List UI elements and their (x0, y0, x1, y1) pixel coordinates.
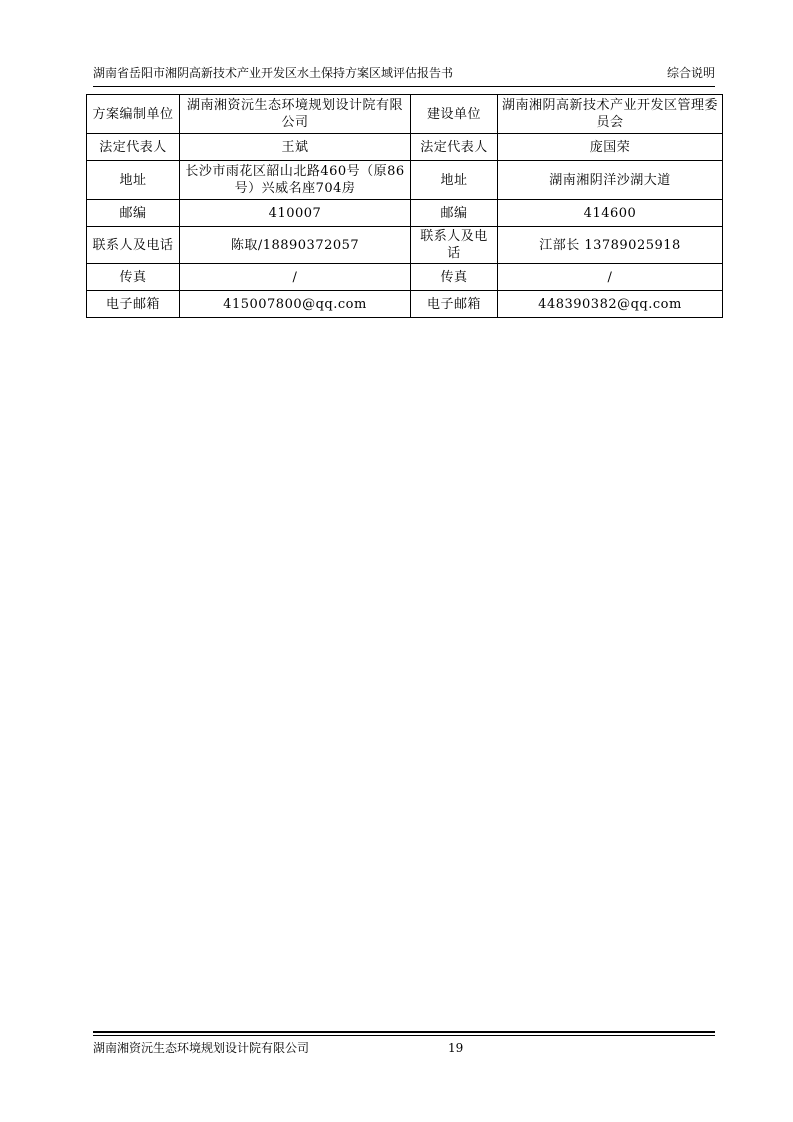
table-cell: 法定代表人 (411, 134, 498, 161)
table-cell: 地址 (411, 161, 498, 200)
table-row (87, 227, 723, 264)
table-cell: 电子邮箱 (87, 291, 180, 318)
table-cell: 庞国荣 (498, 134, 723, 161)
table-cell: 414600 (498, 200, 723, 227)
table-cell: / (180, 264, 411, 291)
page-number: 19 (448, 1041, 464, 1055)
table-cell: 湖南湘资沅生态环境规划设计院有限公司 (180, 95, 411, 134)
section-name: 综合说明 (666, 66, 715, 80)
table-row (87, 264, 723, 291)
table-cell: 415007800@qq.com (180, 291, 411, 318)
table-cell: 邮编 (411, 200, 498, 227)
table-cell: 联系人及电话 (87, 227, 180, 264)
project-info-table (86, 94, 723, 318)
table-cell: / (498, 264, 723, 291)
table-cell: 法定代表人 (87, 134, 180, 161)
table-cell: 长沙市雨花区韶山北路460号（原86号）兴威名座704房 (180, 161, 411, 200)
table-row (87, 134, 723, 161)
table-row (87, 95, 723, 134)
table-cell: 地址 (87, 161, 180, 200)
table-cell: 湖南湘阴洋沙湖大道 (498, 161, 723, 200)
table-cell: 传真 (411, 264, 498, 291)
table-cell: 方案编制单位 (87, 95, 180, 134)
table-cell: 建设单位 (411, 95, 498, 134)
table-cell: 448390382@qq.com (498, 291, 723, 318)
table-cell: 电子邮箱 (411, 291, 498, 318)
table-cell: 王斌 (180, 134, 411, 161)
table-cell: 410007 (180, 200, 411, 227)
table-row (87, 161, 723, 200)
table-cell: 邮编 (87, 200, 180, 227)
table-cell: 传真 (87, 264, 180, 291)
table-cell: 湖南湘阴高新技术产业开发区管理委员会 (498, 95, 723, 134)
table-cell: 江部长 13789025918 (498, 227, 723, 264)
header-divider (93, 86, 715, 87)
report-title: 湖南省岳阳市湘阴高新技术产业开发区水土保持方案区域评估报告书 (93, 66, 454, 80)
table-cell: 陈取/18890372057 (180, 227, 411, 264)
table-cell: 联系人及电话 (411, 227, 498, 264)
footer-company: 湖南湘资沅生态环境规划设计院有限公司 (93, 1041, 310, 1055)
table-row (87, 200, 723, 227)
page-header (93, 62, 715, 84)
footer-divider-thin (93, 1035, 715, 1036)
table-row (87, 291, 723, 318)
footer-divider (93, 1031, 715, 1033)
